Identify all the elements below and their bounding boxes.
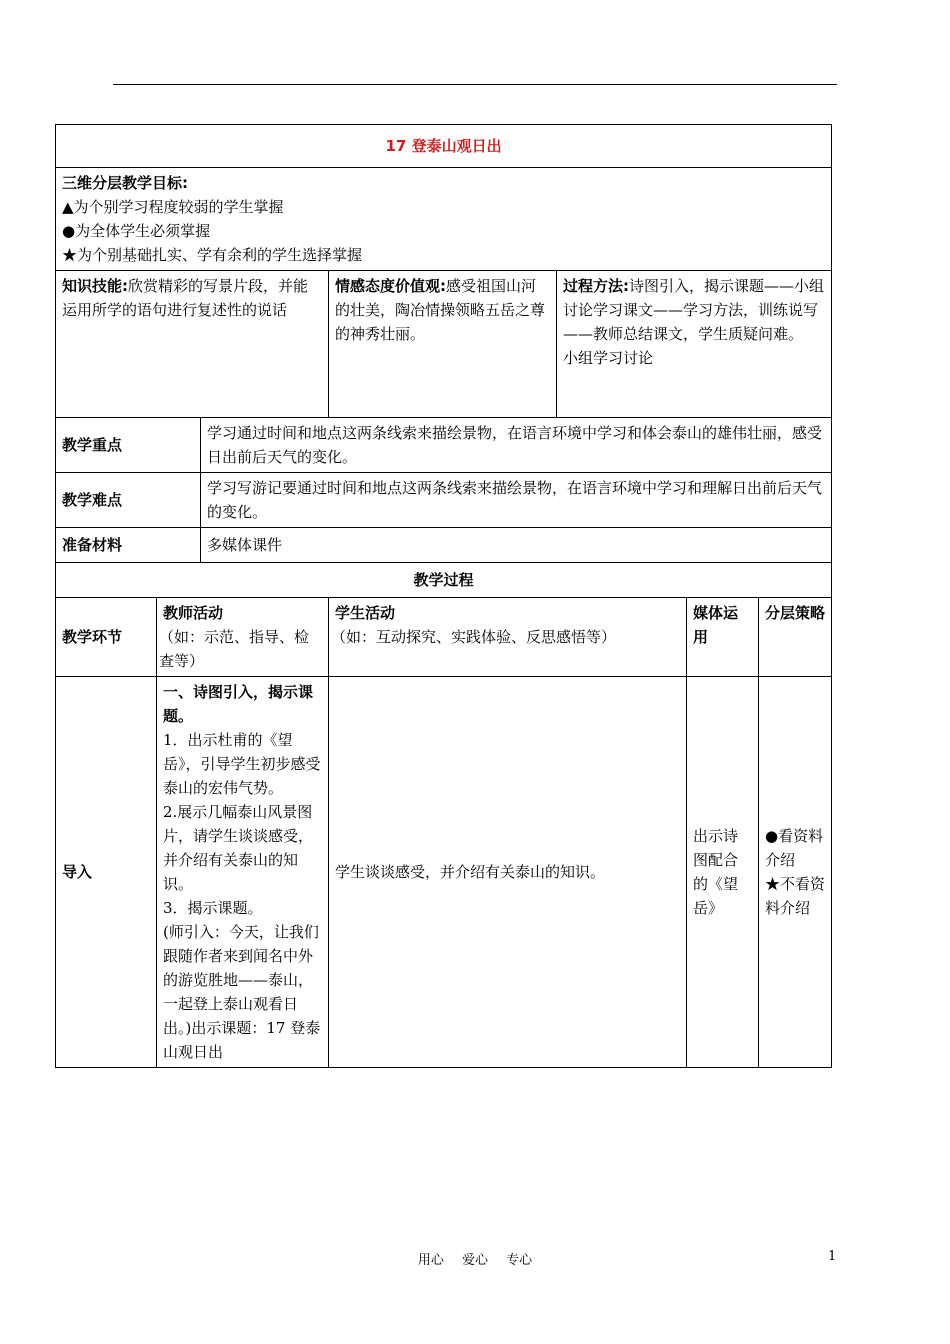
teacher-activity-step: 1．出示杜甫的《望岳》，引导学生初步感受泰山的宏伟气势。	[163, 731, 321, 797]
stage-cell: 导入	[56, 677, 157, 1068]
teacher-activity-step: 2.展示几幅泰山风景图片，请学生谈谈感受，并介绍有关泰山的知识。	[163, 803, 314, 893]
goal-item: ●为全体学生必须掌握	[62, 222, 211, 240]
teacher-activity-title: 一、诗图引入，揭示课题。	[163, 683, 314, 725]
emotion-text: 感受祖国山河的壮美，陶冶情操领略五岳之尊的神秀壮丽。	[335, 277, 546, 343]
difficulty-text: 学习写游记要通过时间和地点这两条线索来描绘景物，在语言环境中学习和理解日出前后天气的变化。	[201, 473, 832, 528]
col-student-header	[329, 598, 687, 677]
col-strategy-header: 分层策略	[759, 598, 832, 677]
process-label: 过程方法:	[563, 277, 629, 295]
footer-motto: 用心 爱心 专心	[417, 1253, 533, 1268]
emotion-cell	[329, 271, 557, 418]
key-point-label: 教学重点	[56, 418, 201, 473]
process-heading: 教学过程	[56, 563, 832, 598]
col-stage-header: 教学环节	[56, 598, 157, 677]
difficulty-label: 教学难点	[56, 473, 201, 528]
knowledge-label: 知识技能:	[62, 277, 128, 295]
lesson-title: 17 登泰山观日出	[56, 125, 832, 168]
teacher-activity-step: (师引入：今天，让我们跟随作者来到闻名中外的游览胜地——泰山，一起登上泰山观看日出。)出示课题：17 登泰山观日出	[163, 923, 321, 1061]
goal-item: ★为个别基础扎实、学有余利的学生选择掌握	[62, 246, 363, 264]
process-text: 诗图引入，揭示课题——小组讨论学习课文——学习方法，训练说写——教师总结课文，学生质疑问难。	[563, 277, 825, 343]
key-point-text: 学习通过时间和地点这两条线索来描绘景物，在语言环境中学习和体会泰山的雄伟壮丽，感受日出前后天气的变化。	[201, 418, 832, 473]
teacher-header-label: 教师活动	[163, 604, 224, 622]
strategy-item: ★不看资料介绍	[765, 875, 826, 917]
materials-label: 准备材料	[56, 528, 201, 563]
process-extra: 小组学习讨论	[563, 349, 654, 367]
goal-item: ▲为个别学习程度较弱的学生掌握	[62, 198, 284, 216]
teacher-header-note: （如：示范、指导、检查等）	[159, 628, 310, 670]
lesson-plan-table	[55, 124, 832, 1068]
teacher-activity-cell	[157, 677, 329, 1068]
goals-cell	[56, 168, 832, 271]
student-header-note: （如：互动探究、实践体验、反思感悟等）	[331, 628, 617, 646]
strategy-item: ●看资料介绍	[765, 827, 824, 869]
header-rule	[113, 84, 837, 85]
process-cell	[557, 271, 832, 418]
student-header-label: 学生活动	[335, 604, 396, 622]
emotion-label: 情感态度价值观:	[335, 277, 446, 295]
goals-heading: 三维分层教学目标:	[62, 174, 188, 192]
page-number: 1	[828, 1249, 837, 1264]
student-activity-cell: 学生谈谈感受，并介绍有关泰山的知识。	[329, 677, 687, 1068]
materials-text: 多媒体课件	[201, 528, 832, 563]
teacher-activity-step: 3．揭示课题。	[163, 899, 263, 917]
col-teacher-header	[157, 598, 329, 677]
col-media-header: 媒体运用	[687, 598, 759, 677]
strategy-cell	[759, 677, 832, 1068]
knowledge-cell	[56, 271, 329, 418]
media-cell: 出示诗图配合的《望岳》	[687, 677, 759, 1068]
knowledge-text: 欣赏精彩的写景片段，并能运用所学的语句进行复述性的说话	[62, 277, 309, 319]
